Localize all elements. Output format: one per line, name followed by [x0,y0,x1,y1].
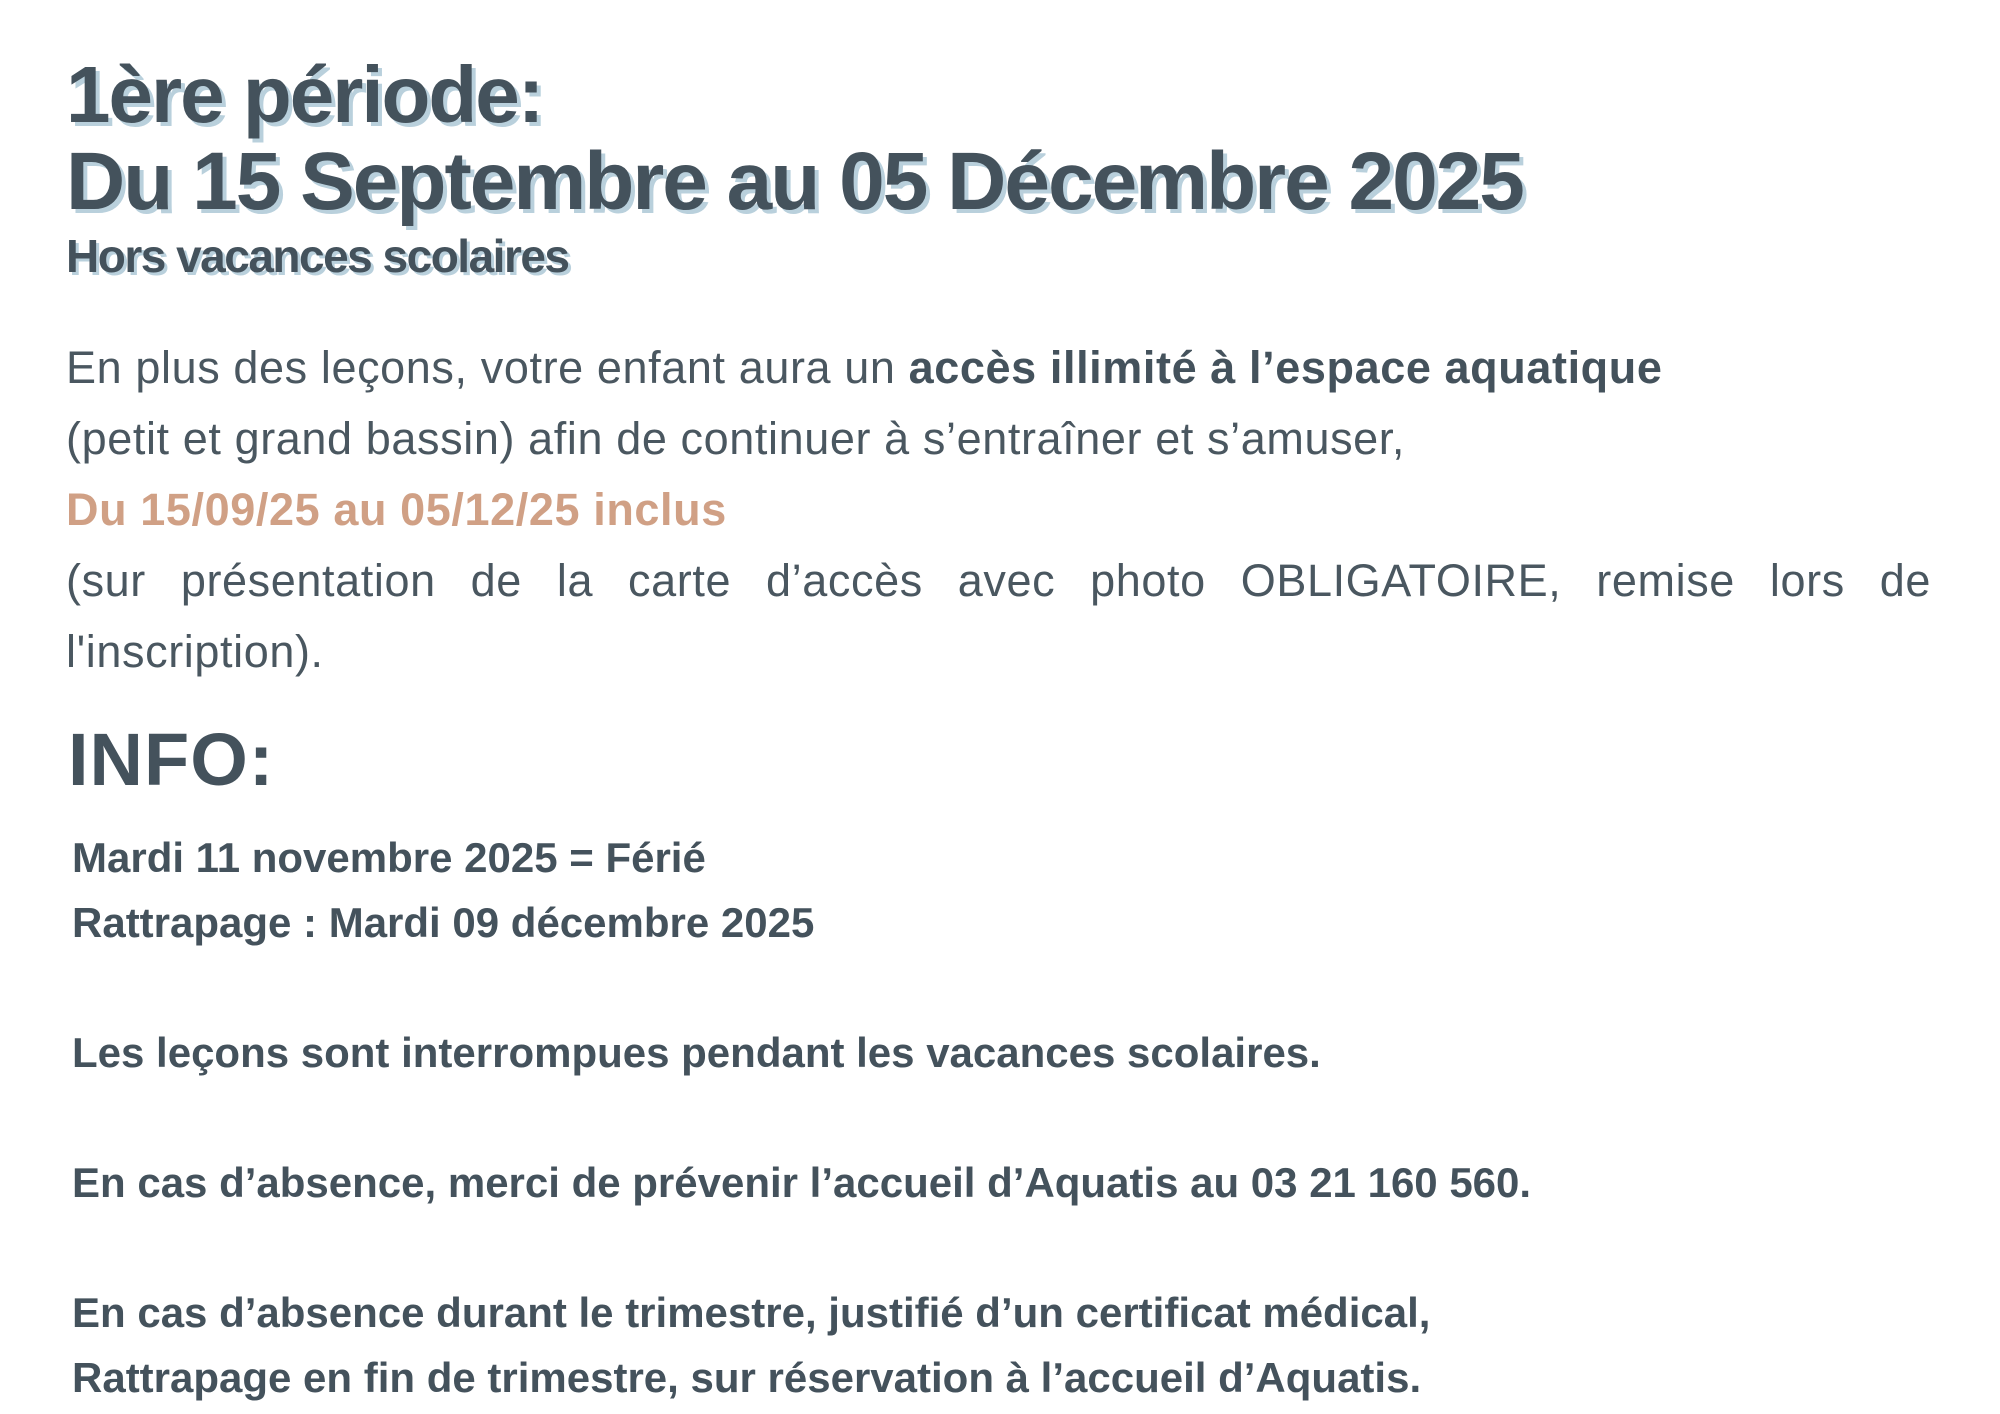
medical-notice-line-1: En cas d’absence durant le trimestre, justifié d’un certificat médical, [72,1289,1431,1336]
period-heading: 1ère période: [66,50,543,139]
access-period-range: Du 15/09/25 au 05/12/25 inclus [66,484,727,535]
medical-notice-line-2: Rattrapage en fin de trimestre, sur réservation à l’accueil d’Aquatis. [72,1354,1422,1401]
absence-notice: En cas d’absence, merci de prévenir l’accueil d’Aquatis au 03 21 160 560. [72,1159,1532,1206]
access-paragraph [66,332,1931,687]
paragraph-line-5: l'inscription). [66,626,324,677]
paragraph-line-4: (sur présentation de la carte d’accès avec photo OBLIGATOIRE, remise lors de [66,555,1931,606]
holiday-notice: Mardi 11 novembre 2025 = Férié [72,834,706,881]
spacer [72,955,1872,1020]
interruption-notice: Les leçons sont interrompues pendant les vacances scolaires. [72,1029,1321,1076]
spacer [72,1215,1872,1280]
paragraph-line-1 [66,332,1931,403]
spacer [72,1085,1872,1150]
paragraph-line-2: (petit et grand bassin) afin de continuer à s’entraîner et s’amuser, [66,413,1406,464]
info-block [72,825,1872,1410]
subtitle-heading: Hors vacances scolaires [66,230,569,282]
dates-heading: Du 15 Septembre au 05 Décembre 2025 [66,136,1523,227]
unlimited-access-text: accès illimité à l’espace aquatique [908,342,1663,393]
catchup-notice: Rattrapage : Mardi 09 décembre 2025 [72,899,815,946]
paragraph-line-1-text: En plus des leçons, votre enfant aura un [66,342,909,393]
info-title: INFO: [68,718,275,801]
